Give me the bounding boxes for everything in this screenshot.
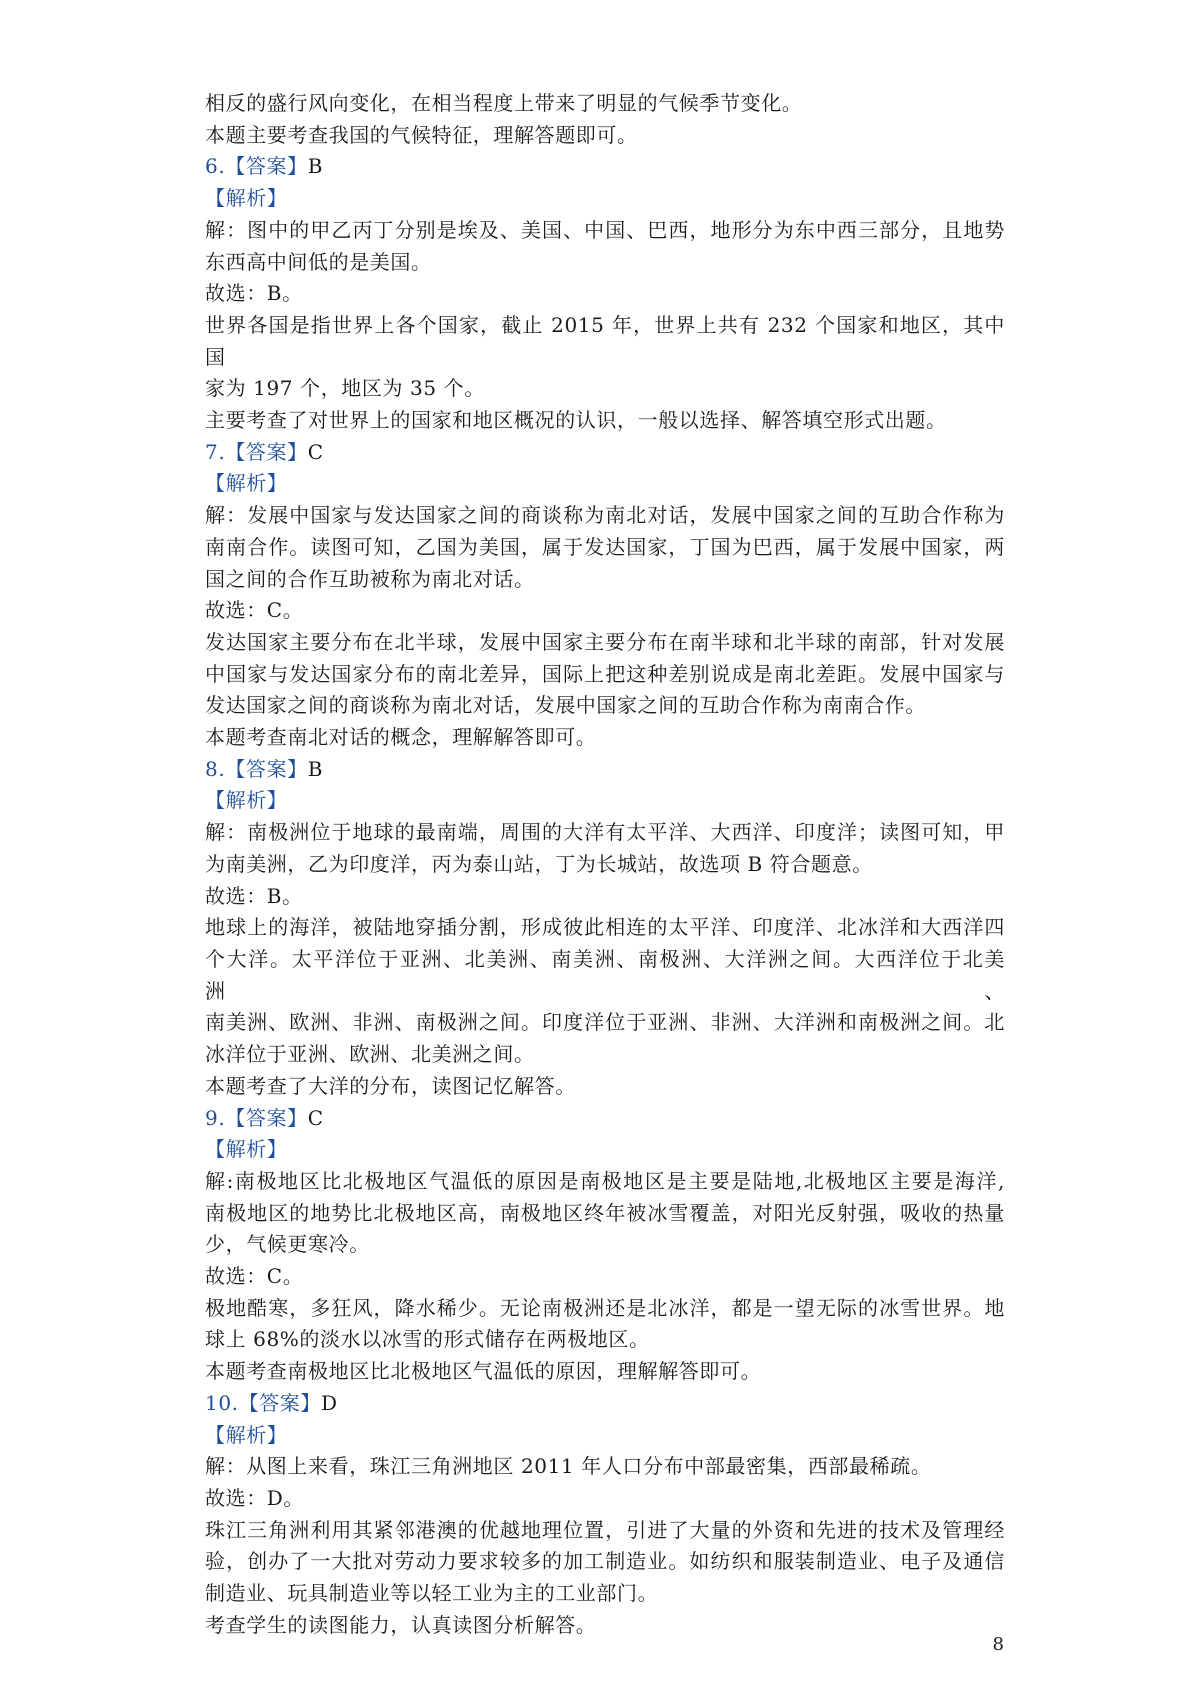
text-line: 故选：C。	[205, 1264, 304, 1289]
question-number: 6.	[205, 154, 226, 179]
answer-line	[205, 1103, 1005, 1135]
text-line: 少，气候更寒冷。	[205, 1232, 370, 1257]
text-line: 国之间的合作互助被称为南北对话。	[205, 566, 535, 591]
text-line: 解：南极洲位于地球的最南端，周围的大洋有太平洋、大西洋、印度洋；读图可知，甲	[205, 820, 1005, 845]
question-number: 8.	[205, 756, 226, 781]
text-line: 本题考查南北对话的概念，理解解答即可。	[205, 725, 597, 750]
answer-line	[205, 754, 1005, 786]
text-line: 本题主要考查我国的气候特征，理解答题即可。	[205, 122, 638, 147]
text-line: 本题考查了大洋的分布，读图记忆解答。	[205, 1073, 576, 1098]
text-line: 解:南极地区比北极地区气温低的原因是南极地区是主要是陆地,北极地区主要是海洋,	[205, 1168, 1005, 1193]
answer-line	[205, 151, 1005, 183]
question-number: 9.	[205, 1105, 226, 1130]
text-line: 本题考查南极地区比北极地区气温低的原因，理解解答即可。	[205, 1359, 762, 1384]
text-line: 南极地区的地势比北极地区高，南极地区终年被冰雪覆盖，对阳光反射强，吸收的热量	[205, 1200, 1005, 1225]
answer-tag: 【答案】	[225, 1105, 308, 1130]
text-line: 球上 68%的淡水以冰雪的形式储存在两极地区。	[205, 1327, 650, 1352]
text-line: 南南合作。读图可知，乙国为美国，属于发达国家，丁国为巴西，属于发展中国家，两	[205, 534, 1005, 559]
analysis-tag: 【解析】	[205, 471, 288, 496]
text-line: 主要考查了对世界上的国家和地区概况的认识，一般以选择、解答填空形式出题。	[205, 408, 947, 433]
text-line: 制造业、玩具制造业等以轻工业为主的工业部门。	[205, 1581, 659, 1606]
text-line: 相反的盛行风向变化，在相当程度上带来了明显的气候季节变化。	[205, 91, 803, 115]
text-line: 东西高中间低的是美国。	[205, 249, 432, 274]
answer-value: C	[307, 1105, 324, 1130]
answer-line	[205, 437, 1005, 469]
text-line: 故选：B。	[205, 281, 303, 306]
question-number: 10.	[205, 1390, 239, 1415]
analysis-tag: 【解析】	[205, 186, 288, 211]
text-line: 珠江三角洲利用其紧邻港澳的优越地理位置，引进了大量的外资和先进的技术及管理经	[205, 1517, 1005, 1542]
text-line: 个大洋。太平洋位于亚洲、北美洲、南美洲、南极洲、大洋洲之间。大西洋位于北美洲、	[205, 946, 1005, 1003]
answer-value: B	[307, 154, 324, 179]
text-line: 为南美洲，乙为印度洋，丙为泰山站，丁为长城站，故选项 B 符合题意。	[205, 851, 873, 876]
analysis-tag: 【解析】	[205, 1422, 288, 1447]
page-number: 8	[992, 1634, 1004, 1655]
question-number: 7.	[205, 439, 226, 464]
answer-tag: 【答案】	[225, 756, 308, 781]
answer-value: C	[307, 439, 324, 464]
text-line: 家为 197 个，地区为 35 个。	[205, 376, 485, 401]
text-line: 解：图中的甲乙丙丁分别是埃及、美国、中国、巴西，地形分为东中西三部分，且地势	[205, 217, 1005, 242]
text-line: 南美洲、欧洲、非洲、南极洲之间。印度洋位于亚洲、非洲、大洋洲和南极洲之间。北	[205, 1010, 1005, 1035]
answer-value: D	[321, 1390, 338, 1415]
answer-value: B	[307, 756, 324, 781]
text-line: 故选：B。	[205, 883, 303, 908]
answer-tag: 【答案】	[225, 439, 308, 464]
text-line: 解：发展中国家与发达国家之间的商谈称为南北对话，发展中国家之间的互助合作称为	[205, 503, 1005, 528]
text-line: 地球上的海洋，被陆地穿插分割，形成彼此相连的太平洋、印度洋、北冰洋和大西洋四	[205, 915, 1005, 940]
text-line: 中国家与发达国家分布的南北差异，国际上把这种差别说成是南北差距。发展中国家与	[205, 661, 1005, 686]
document-body	[205, 88, 1005, 1641]
text-line: 考查学生的读图能力，认真读图分析解答。	[205, 1612, 597, 1637]
answer-line	[205, 1388, 1005, 1420]
text-line: 冰洋位于亚洲、欧洲、北美洲之间。	[205, 1042, 535, 1067]
text-line: 发达国家之间的商谈称为南北对话，发展中国家之间的互助合作称为南南合作。	[205, 693, 926, 718]
answer-tag: 【答案】	[225, 154, 308, 179]
answer-tag: 【答案】	[238, 1390, 322, 1415]
text-line: 故选：D。	[205, 1485, 305, 1510]
analysis-tag: 【解析】	[205, 1137, 288, 1162]
text-line: 极地酷寒，多狂风，降水稀少。无论南极洲还是北冰洋，都是一望无际的冰雪世界。地	[205, 1295, 1005, 1320]
text-line: 发达国家主要分布在北半球，发展中国家主要分布在南半球和北半球的南部，针对发展	[205, 629, 1005, 654]
text-line: 验，创办了一大批对劳动力要求较多的加工制造业。如纺织和服装制造业、电子及通信	[205, 1549, 1005, 1574]
text-line: 解：从图上来看，珠江三角洲地区 2011 年人口分布中部最密集，西部最稀疏。	[205, 1454, 932, 1479]
text-line: 世界各国是指世界上各个国家，截止 2015 年，世界上共有 232 个国家和地区，其中国	[205, 312, 1005, 369]
analysis-tag: 【解析】	[205, 788, 288, 813]
text-line: 故选：C。	[205, 598, 304, 623]
